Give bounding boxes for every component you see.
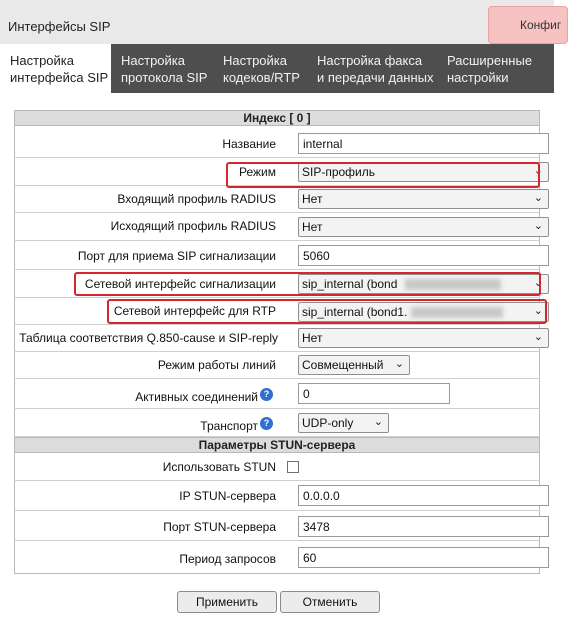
transport-select[interactable] [298,413,389,433]
q850-label: Таблица соответствия Q.850-cause и SIP-reply [19,331,278,345]
window-title: Интерфейсы SIP [8,19,111,34]
stun-period-input[interactable] [298,547,549,568]
row-radius-in [14,186,543,213]
mode-select[interactable] [298,162,549,182]
chevron-down-icon: ⌄ [373,416,383,428]
redacted-address [411,307,503,318]
tab-advanced[interactable] [437,44,554,93]
sig-iface-select[interactable] [298,274,549,294]
chevron-down-icon: ⌄ [533,220,543,232]
row-q850 [14,325,543,352]
stun-use-label: Использовать STUN [162,460,276,474]
radius-out-select[interactable] [298,217,549,237]
q850-select[interactable] [298,328,549,348]
tab-label-line1: Настройка [10,53,74,68]
stun-port-label: Порт STUN-сервера [163,520,276,534]
line-mode-value: Совмещенный [302,358,384,372]
rtp-iface-label: Сетевой интерфейс для RTP [113,304,276,318]
sip-port-input[interactable] [298,245,549,266]
transport-value: UDP-only [302,416,354,430]
stun-port-input[interactable] [298,516,549,537]
tab-label-line1: Настройка [121,53,185,68]
chevron-down-icon: ⌄ [533,305,543,317]
active-conn-label: Активных соединений [135,390,258,404]
index-header: Индекс [ 0 ] [14,110,540,126]
tab-label-line2: и передачи данных [317,70,434,85]
chevron-down-icon: ⌄ [533,165,543,177]
tab-sip-interface[interactable] [0,44,111,93]
radius-out-value: Нет [302,220,323,234]
row-stun-use [14,453,540,481]
row-sip-port [14,241,540,270]
line-mode-label: Режим работы линий [157,358,276,372]
help-icon[interactable]: ? [260,417,273,430]
tab-codecs-rtp[interactable] [213,44,307,93]
tab-label-line1: Расширенные [447,53,533,68]
radius-in-select[interactable] [298,189,549,209]
chevron-down-icon: ⌄ [533,277,543,289]
rtp-iface-value: sip_internal (bond1. [302,305,408,319]
tab-fax-data[interactable] [307,44,437,93]
mode-value: SIP-профиль [302,165,376,179]
stun-use-checkbox[interactable] [287,461,299,473]
row-sig-iface [14,270,543,298]
tab-label-line1: Настройка факса [317,53,423,68]
sig-iface-value: sip_internal (bond [302,277,398,291]
sip-port-label: Порт для приема SIP сигнализации [77,249,276,263]
tab-label-line2: настройки [447,70,509,85]
line-mode-select[interactable] [298,355,410,375]
row-line-mode [14,352,540,379]
row-stun-port [14,511,540,541]
chevron-down-icon: ⌄ [394,358,404,370]
stun-ip-label: IP STUN-сервера [179,489,276,503]
chevron-down-icon: ⌄ [533,192,543,204]
q850-value: Нет [302,331,323,345]
apply-button[interactable]: Применить [177,591,277,613]
row-active-conn [14,379,540,409]
row-transport [14,409,540,437]
row-name [14,130,540,158]
tab-label-line2: протокола SIP [121,70,208,85]
tab-label-line2: интерфейса SIP [10,70,109,85]
radius-in-label: Входящий профиль RADIUS [117,192,276,206]
confirm-config-button[interactable]: Конфиг [488,6,568,44]
row-mode [14,158,543,186]
active-conn-input[interactable] [298,383,450,404]
transport-label: Транспорт [200,419,258,433]
radius-out-label: Исходящий профиль RADIUS [110,219,276,233]
mode-label: Режим [239,165,276,179]
stun-period-label: Период запросов [179,552,276,566]
redacted-address [405,279,501,290]
tab-label-line2: кодеков/RTP [223,70,300,85]
row-radius-out [14,213,543,241]
name-label: Название [222,137,276,151]
cancel-button[interactable]: Отменить [280,591,380,613]
row-stun-ip [14,481,540,511]
window-header [0,0,554,45]
row-stun-period [14,541,540,574]
help-icon[interactable]: ? [260,388,273,401]
sig-iface-label: Сетевой интерфейс сигнализации [84,277,276,291]
chevron-down-icon: ⌄ [533,331,543,343]
radius-in-value: Нет [302,192,323,206]
stun-ip-input[interactable] [298,485,549,506]
rtp-iface-select[interactable] [298,302,549,322]
row-rtp-iface [14,298,543,325]
tab-bar [0,44,554,93]
tab-sip-protocol[interactable] [111,44,213,93]
name-input[interactable] [298,133,549,154]
stun-header: Параметры STUN-сервера [14,437,540,453]
tab-label-line1: Настройка [223,53,287,68]
